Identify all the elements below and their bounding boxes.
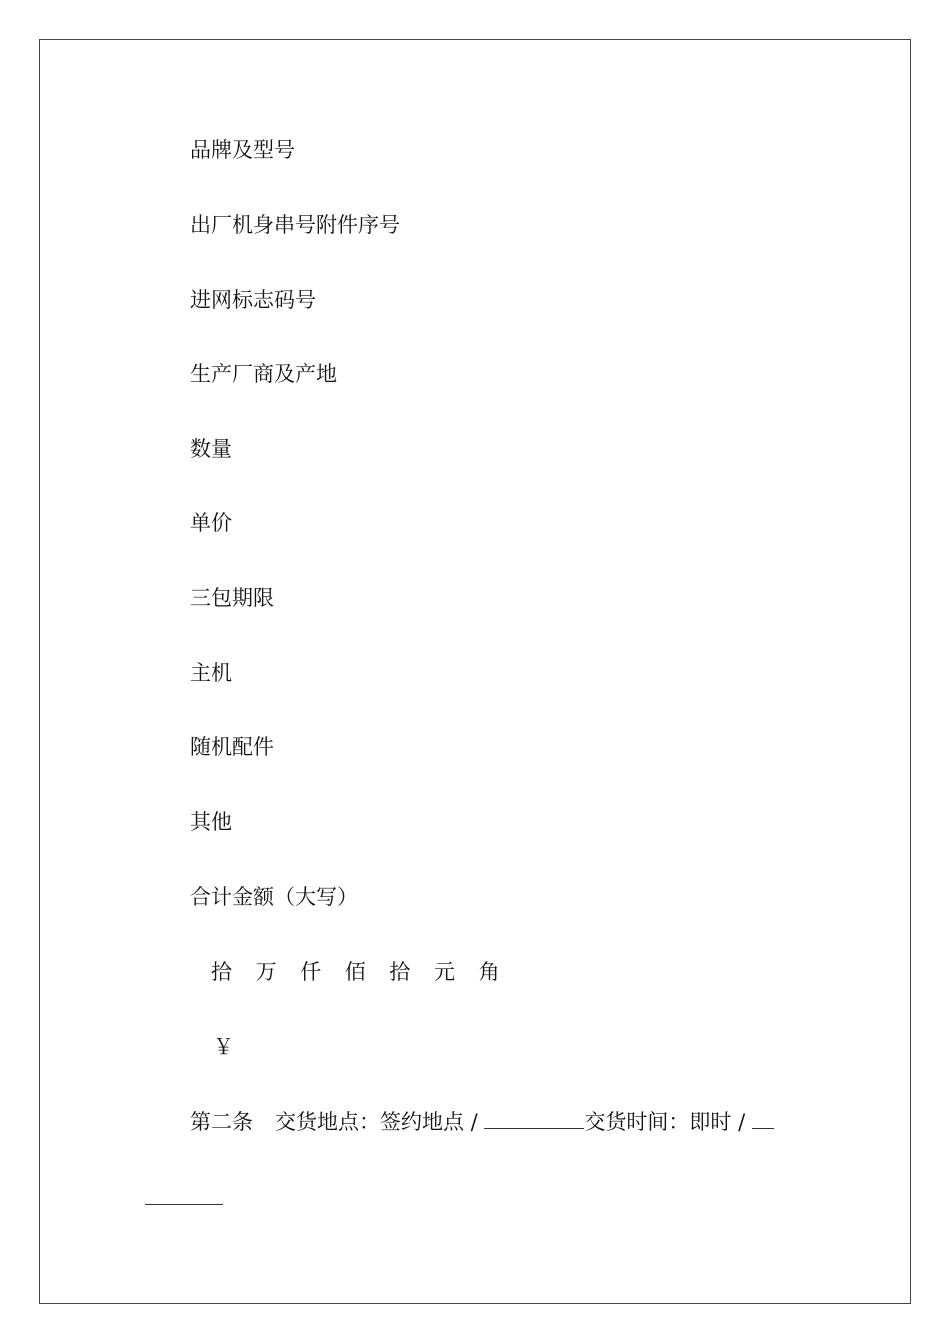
- field-warranty-period: 三包期限: [190, 586, 274, 610]
- unit-jiao: 角: [478, 960, 500, 984]
- unit-shi-wan: 拾: [211, 960, 232, 984]
- field-serial-number: 出厂机身串号附件序号: [190, 213, 400, 237]
- delivery-place-blank: [484, 1108, 584, 1129]
- delivery-time-blank: [752, 1108, 774, 1129]
- field-total-amount: 合计金额（大写）: [190, 885, 358, 909]
- field-other: 其他: [190, 810, 232, 834]
- field-network-access-code: 进网标志码号: [190, 288, 316, 312]
- unit-bai: 佰: [344, 960, 366, 984]
- amount-units-row: [211, 959, 523, 985]
- unit-wan: 万: [255, 960, 277, 984]
- unit-shi: 拾: [389, 960, 411, 984]
- delivery-time-blank-continued: [145, 1204, 223, 1205]
- delivery-place-label: 交货地点：签约地点 /: [275, 1110, 485, 1134]
- unit-yuan: 元: [433, 960, 455, 984]
- field-accessories: 随机配件: [190, 735, 274, 759]
- field-main-unit: 主机: [190, 661, 232, 685]
- field-manufacturer-origin: 生产厂商及产地: [190, 362, 337, 386]
- currency-symbol: ￥: [213, 1035, 234, 1059]
- field-brand-model: 品牌及型号: [190, 138, 295, 162]
- field-quantity: 数量: [190, 437, 232, 461]
- article-2-line: [190, 1108, 774, 1135]
- article-2-prefix: 第二条: [190, 1110, 253, 1134]
- field-unit-price: 单价: [190, 511, 232, 535]
- delivery-time-label: 交货时间：即时 /: [584, 1110, 752, 1134]
- unit-qian: 仟: [300, 960, 322, 984]
